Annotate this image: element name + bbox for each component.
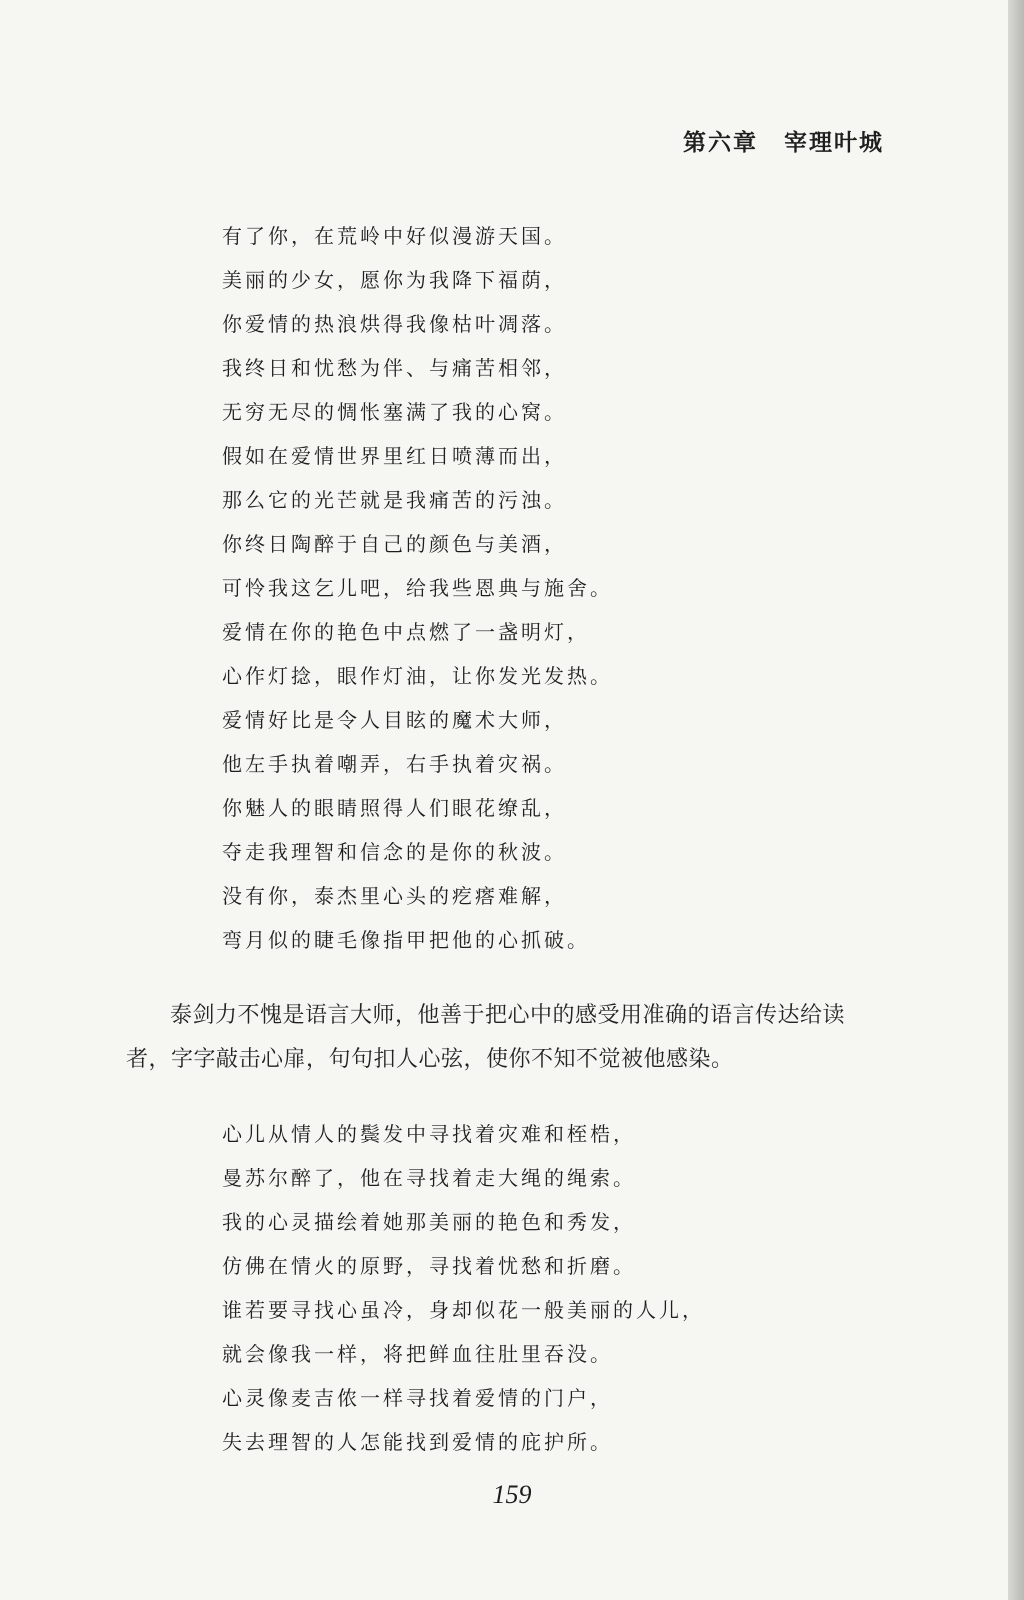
poem-line: 心作灯捻，眼作灯油，让你发光发热。 xyxy=(222,664,613,688)
page-number: 159 xyxy=(492,1480,532,1509)
poem-line: 假如在爱情世界里红日喷薄而出， xyxy=(222,444,567,468)
chapter-title: 宰理叶城 xyxy=(784,129,884,156)
poem-line: 我终日和忧愁为伴、与痛苦相邻， xyxy=(222,356,567,380)
poem-line: 就会像我一样，将把鲜血往肚里吞没。 xyxy=(222,1342,613,1366)
poem-line: 谁若要寻找心虽冷，身却似花一般美丽的人儿， xyxy=(222,1298,705,1322)
poem-line: 无穷无尽的惆怅塞满了我的心窝。 xyxy=(222,400,567,424)
poem-stanza-2 xyxy=(222,1112,705,1464)
poem-line: 夺走我理智和信念的是你的秋波。 xyxy=(222,840,567,864)
prose-paragraph: 泰剑力不愧是语言大师，他善于把心中的感受用准确的语言传达给读者，字字敲击心扉，句句扣人心弦，使你不知不觉被他感染。 xyxy=(126,1003,846,1072)
poem-line: 弯月似的睫毛像指甲把他的心抓破。 xyxy=(222,928,590,952)
poem-line: 你魅人的眼睛照得人们眼花缭乱， xyxy=(222,796,567,820)
poem-stanza-1 xyxy=(222,214,613,962)
poem-line: 有了你，在荒岭中好似漫游天国。 xyxy=(222,224,567,248)
poem-line: 我的心灵描绘着她那美丽的艳色和秀发， xyxy=(222,1210,636,1234)
poem-line: 那么它的光芒就是我痛苦的污浊。 xyxy=(222,488,567,512)
poem-line: 你爱情的热浪烘得我像枯叶凋落。 xyxy=(222,312,567,336)
poem-line: 你终日陶醉于自己的颜色与美酒， xyxy=(222,532,567,556)
poem-line: 失去理智的人怎能找到爱情的庇护所。 xyxy=(222,1430,613,1454)
poem-line: 曼苏尔醉了，他在寻找着走大绳的绳索。 xyxy=(222,1166,636,1190)
chapter-number: 第六章 xyxy=(683,129,758,156)
poem-line: 心儿从情人的鬓发中寻找着灾难和桎梏， xyxy=(222,1122,636,1146)
poem-line: 没有你，泰杰里心头的疙瘩难解， xyxy=(222,884,567,908)
poem-line: 可怜我这乞儿吧，给我些恩典与施舍。 xyxy=(222,576,613,600)
poem-line: 爱情好比是令人目眩的魔术大师， xyxy=(222,708,567,732)
poem-line: 他左手执着嘲弄，右手执着灾祸。 xyxy=(222,752,567,776)
page-edge-shadow xyxy=(1008,0,1024,1600)
running-header xyxy=(683,124,884,157)
poem-line: 仿佛在情火的原野，寻找着忧愁和折磨。 xyxy=(222,1254,636,1278)
poem-line: 心灵像麦吉侬一样寻找着爱情的门户， xyxy=(222,1386,613,1410)
poem-line: 爱情在你的艳色中点燃了一盏明灯， xyxy=(222,620,590,644)
poem-line: 美丽的少女，愿你为我降下福荫， xyxy=(222,268,567,292)
